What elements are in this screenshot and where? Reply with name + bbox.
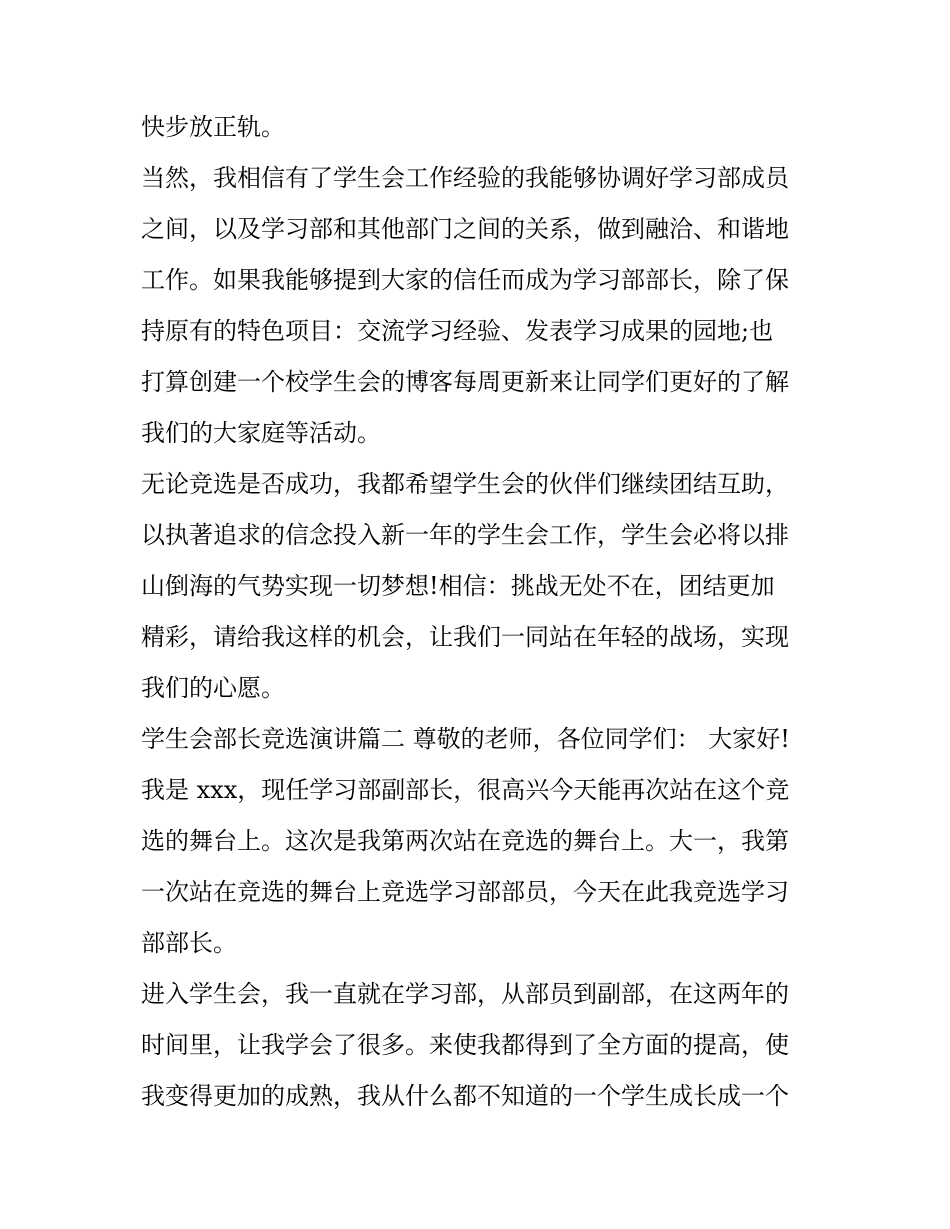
text-line: 工作。如果我能够提到大家的信任而成为学习部部长，除了保: [141, 266, 789, 294]
text-line: 我们的大家庭等活动。: [141, 419, 381, 447]
text-line: 无论竞选是否成功，我都希望学生会的伙伴们继续团结互助，: [141, 470, 789, 498]
text-line: 精彩，请给我这样的机会，让我们一同站在年轻的战场，实现: [141, 623, 789, 651]
text-line: 学生会部长竞选演讲篇二 尊敬的老师，各位同学们： 大家好!: [141, 725, 790, 753]
text-line: 当然，我相信有了学生会工作经验的我能够协调好学习部成员: [141, 164, 789, 192]
text-line: 选的舞台上。这次是我第两次站在竞选的舞台上。大一，我第: [141, 827, 789, 855]
text-line: 山倒海的气势实现一切梦想!相信：挑战无处不在，团结更加: [141, 572, 775, 600]
text-line: 快步放正轨。: [141, 113, 285, 141]
text-line: 我变得更加的成熟，我从什么都不知道的一个学生成长成一个: [141, 1082, 789, 1110]
text-line: 打算创建一个校学生会的博客每周更新来让同学们更好的了解: [141, 368, 789, 396]
text-line: 时间里，让我学会了很多。来使我都得到了全方面的提高，使: [141, 1031, 789, 1059]
text-line: 之间，以及学习部和其他部门之间的关系，做到融洽、和谐地: [141, 215, 789, 243]
text-line: 进入学生会，我一直就在学习部，从部员到副部，在这两年的: [141, 980, 789, 1008]
document-body: [141, 102, 821, 1122]
text-line: 我们的心愿。: [141, 674, 285, 702]
text-line: 我是 xxx，现任学习部副部长，很高兴今天能再次站在这个竞: [141, 776, 790, 804]
text-line: 一次站在竞选的舞台上竞选学习部部员，今天在此我竞选学习: [141, 878, 789, 906]
text-line: 以执著追求的信念投入新一年的学生会工作，学生会必将以排: [141, 521, 789, 549]
text-line: 持原有的特色项目：交流学习经验、发表学习成果的园地;也: [141, 317, 774, 345]
text-line: 部部长。: [141, 929, 237, 957]
